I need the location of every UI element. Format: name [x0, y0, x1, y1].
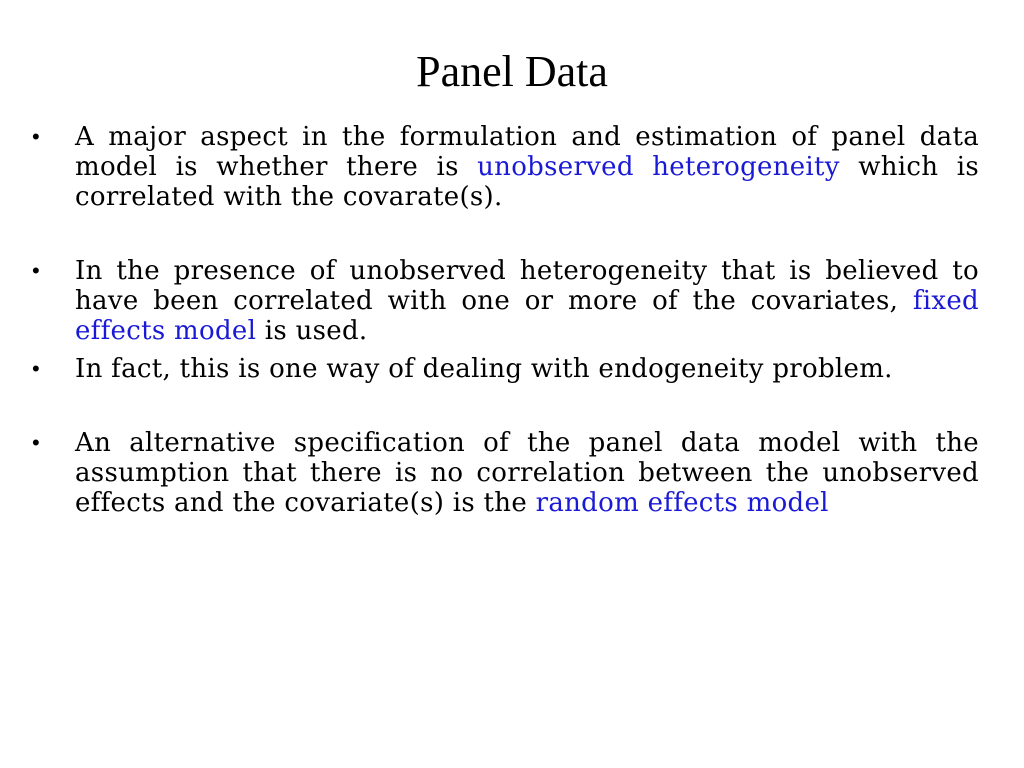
slide-title: Panel Data [416, 47, 608, 96]
bullet-list [32, 122, 979, 518]
bullet-dot-icon: • [32, 356, 41, 381]
bullet-text: In the presence of unobserved heterogeneity that is believed to have been correlated with one or more of the covariates, [75, 256, 979, 316]
highlighted-term: random effects model [535, 488, 829, 518]
bullet-item [32, 256, 979, 346]
bullet-dot-icon: • [32, 430, 41, 455]
bullet-item [32, 354, 979, 384]
bullet-text: is used. [256, 316, 368, 346]
highlighted-term: unobserved heterogeneity [477, 152, 840, 182]
bullet-text: In fact, this is one way of dealing with endogeneity problem. [75, 354, 893, 384]
highlighted-term: fixed effects model [75, 286, 979, 346]
bullet-text: A major aspect in the formulation and estimation of panel data model is whether there is [75, 122, 979, 182]
bullet-item [32, 122, 979, 212]
bullet-text: which is correlated with the covarate(s). [75, 152, 980, 212]
bullet-item [32, 428, 979, 518]
bullet-dot-icon: • [32, 124, 41, 149]
bullet-text: An alternative specification of the panel data model with the assumption that there is no correlation between the unobserved effects and the covariate(s) is the [75, 428, 979, 518]
bullet-dot-icon: • [32, 258, 41, 283]
